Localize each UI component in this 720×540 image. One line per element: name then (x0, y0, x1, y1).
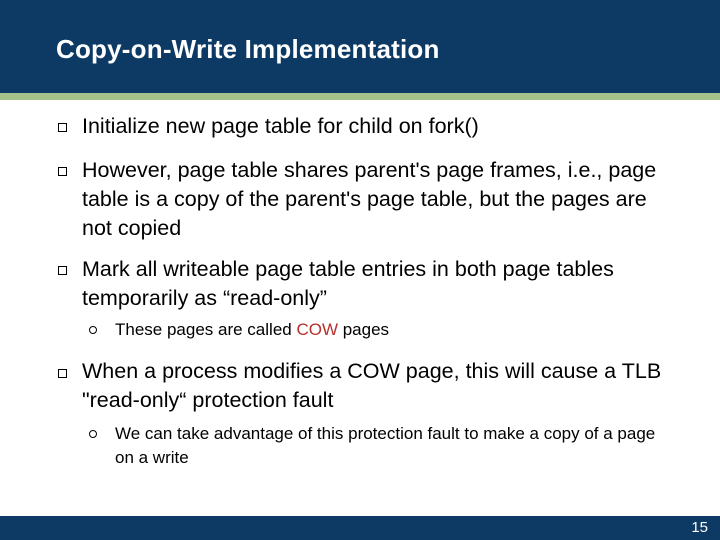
sub-bullet-1 (115, 318, 675, 342)
square-bullet-icon (58, 167, 67, 176)
sub-bullet-2: We can take advantage of this protection fault to make a copy of a page on a write (115, 424, 656, 467)
bullet-1: Initialize new page table for child on fork() (82, 114, 479, 138)
accent-stripe (0, 93, 720, 100)
bullet-4: When a process modifies a COW page, this will cause a TLB "read-only“ protection fault (82, 359, 662, 412)
bullet-3: Mark all writeable page table entries in both page tables temporarily as “read-only” (82, 257, 614, 310)
sub-bullet-1-text-after: pages (338, 320, 390, 339)
square-bullet-icon (58, 266, 67, 275)
square-bullet-icon (58, 123, 67, 132)
circle-bullet-icon (89, 326, 97, 334)
bullet-2: However, page table shares parent's page frames, i.e., page table is a copy of the parent's page table, but the pages are not copied (82, 158, 657, 240)
circle-bullet-icon (89, 430, 97, 438)
slide-title: Copy-on-Write Implementation (56, 34, 440, 64)
footer-bar (0, 516, 720, 540)
slide-number: 15 (691, 519, 708, 536)
sub-bullet-1-text-before: These pages are called (115, 320, 297, 339)
cow-highlight: COW (296, 320, 338, 339)
square-bullet-icon (58, 369, 67, 378)
